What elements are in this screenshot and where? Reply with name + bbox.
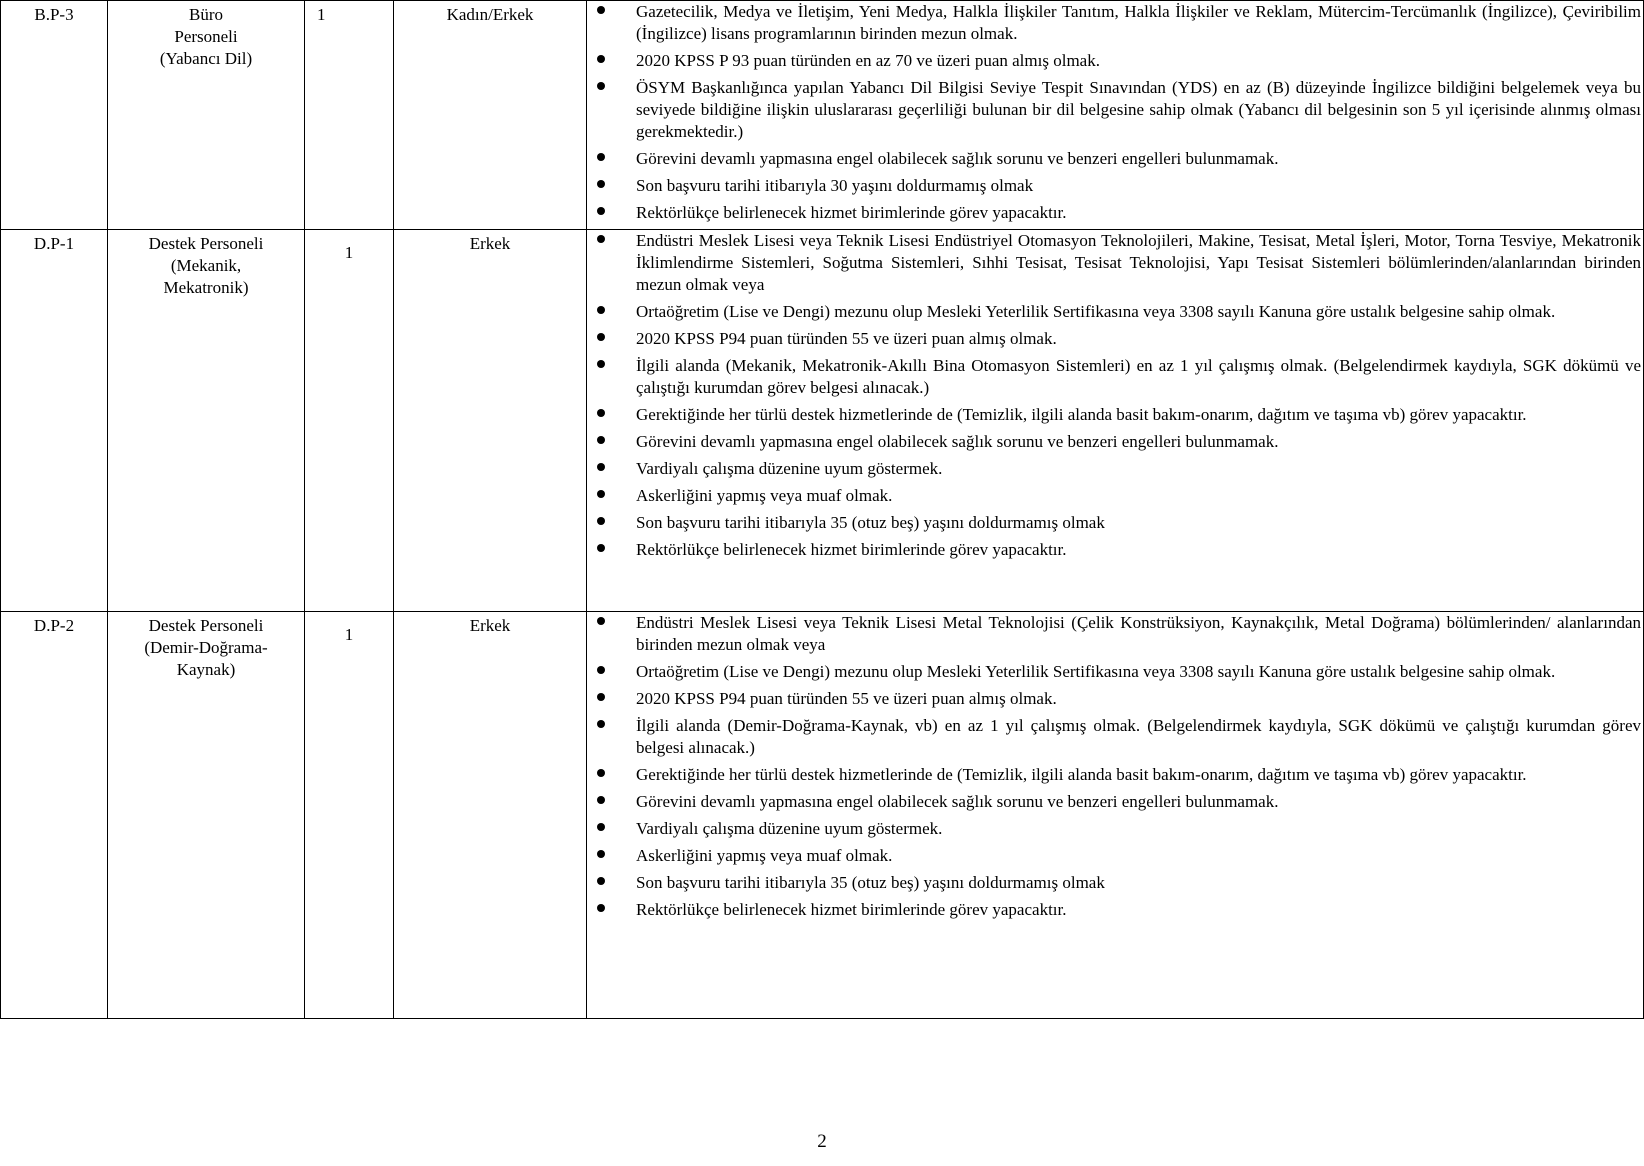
bullet-icon <box>597 544 605 552</box>
position-title-line: Mekatronik) <box>163 278 249 297</box>
list-item <box>587 230 1641 296</box>
list-item <box>587 764 1641 786</box>
list-item <box>587 202 1641 224</box>
bullet-icon <box>597 333 605 341</box>
bullet-icon <box>597 235 605 243</box>
position-title-line: Destek Personeli <box>148 234 264 253</box>
requirement-text: 2020 KPSS P 93 puan türünden en az 70 ve üzeri puan almış olmak. <box>636 51 1100 70</box>
list-item <box>587 431 1641 453</box>
bullet-icon <box>597 153 605 161</box>
position-title-line: Kaynak) <box>176 660 236 679</box>
table-row <box>1 230 1644 612</box>
list-item <box>587 175 1641 197</box>
list-item <box>587 1 1641 45</box>
requirement-text: Son başvuru tarihi itibarıyla 30 yaşını doldurmamış olmak <box>636 176 1034 195</box>
list-item <box>587 301 1641 323</box>
list-item <box>587 688 1641 710</box>
position-title <box>108 612 305 1019</box>
table-row <box>1 1 1644 230</box>
list-item <box>587 485 1641 507</box>
position-count: 1 <box>305 612 394 1019</box>
requirement-text: Son başvuru tarihi itibarıyla 35 (otuz beş) yaşını doldurmamış olmak <box>636 873 1105 892</box>
table-row <box>1 612 1644 1019</box>
list-item <box>587 50 1641 72</box>
position-title-line: Büro <box>189 5 223 24</box>
list-item <box>587 818 1641 840</box>
requirement-text: Gazetecilik, Medya ve İletişim, Yeni Medya, Halkla İlişkiler Tanıtım, Halkla İlişkiler ve Reklam, Mütercim-Tercümanlık (İngilizce), Çeviribilim (İngilizce) lisans programlarının birinden mezun olmak. <box>636 2 1641 43</box>
position-title-line: Destek Personeli <box>148 616 264 635</box>
requirements-cell <box>587 612 1644 1019</box>
page-number: 2 <box>817 1131 827 1152</box>
position-count: 1 <box>305 1 394 230</box>
requirement-text: Görevini devamlı yapmasına engel olabilecek sağlık sorunu ve benzeri engelleri bulunmamak. <box>636 792 1279 811</box>
list-item <box>587 404 1641 426</box>
position-title-line: (Yabancı Dil) <box>159 49 253 68</box>
bullet-icon <box>597 517 605 525</box>
bullet-icon <box>597 693 605 701</box>
list-item <box>587 512 1641 534</box>
position-title-line: (Demir-Doğrama- <box>144 638 268 657</box>
requirement-text: Endüstri Meslek Lisesi veya Teknik Lisesi Metal Teknolojisi (Çelik Konstrüksiyon, Kaynakçılık, Metal Doğrama) bölümlerinden/ alanlarından birinden mezun olmak veya <box>636 613 1641 654</box>
position-gender: Kadın/Erkek <box>394 1 587 230</box>
position-gender: Erkek <box>394 230 587 612</box>
requirement-text: Askerliğini yapmış veya muaf olmak. <box>636 846 893 865</box>
requirement-text: Görevini devamlı yapmasına engel olabilecek sağlık sorunu ve benzeri engelleri bulunmamak. <box>636 149 1279 168</box>
position-code: D.P-1 <box>1 230 108 612</box>
bullet-icon <box>597 180 605 188</box>
requirement-text: Rektörlükçe belirlenecek hizmet birimlerinde görev yapacaktır. <box>636 540 1067 559</box>
bullet-icon <box>597 207 605 215</box>
requirement-text: Son başvuru tarihi itibarıyla 35 (otuz beş) yaşını doldurmamış olmak <box>636 513 1105 532</box>
requirement-text: Ortaöğretim (Lise ve Dengi) mezunu olup Mesleki Yeterlilik Sertifikasına veya 3308 sayılı Kanuna göre ustalık belgesine sahip olmak. <box>636 302 1556 321</box>
bullet-icon <box>597 666 605 674</box>
requirement-text: Rektörlükçe belirlenecek hizmet birimlerinde görev yapacaktır. <box>636 203 1067 222</box>
requirements-cell <box>587 1 1644 230</box>
bullet-icon <box>597 436 605 444</box>
requirement-text: Askerliğini yapmış veya muaf olmak. <box>636 486 893 505</box>
list-item <box>587 872 1641 894</box>
position-gender: Erkek <box>394 612 587 1019</box>
requirement-text: Görevini devamlı yapmasına engel olabilecek sağlık sorunu ve benzeri engelleri bulunmamak. <box>636 432 1279 451</box>
bullet-icon <box>597 490 605 498</box>
bullet-icon <box>597 617 605 625</box>
position-title-line: Personeli <box>174 27 238 46</box>
requirement-text: 2020 KPSS P94 puan türünden 55 ve üzeri puan almış olmak. <box>636 689 1057 708</box>
bullet-icon <box>597 360 605 368</box>
list-item <box>587 458 1641 480</box>
bullet-icon <box>597 823 605 831</box>
requirement-text: İlgili alanda (Demir-Doğrama-Kaynak, vb) en az 1 yıl çalışmış olmak. (Belgelendirmek kaydıyla, SGK dökümü ve çalıştığı kurumdan görev belgesi alınacak.) <box>636 716 1641 757</box>
bullet-icon <box>597 409 605 417</box>
requirement-text: Ortaöğretim (Lise ve Dengi) mezunu olup Mesleki Yeterlilik Sertifikasına veya 3308 sayılı Kanuna göre ustalık belgesine sahip olmak. <box>636 662 1556 681</box>
requirement-text: İlgili alanda (Mekanik, Mekatronik-Akıllı Bina Otomasyon Sistemleri) en az 1 yıl çalışmış olmak. (Belgelendirmek kaydıyla, SGK dökümü ve çalıştığı kurumdan görev belgesi alınacak.) <box>636 356 1641 397</box>
requirement-text: Gerektiğinde her türlü destek hizmetlerinde de (Temizlik, ilgili alanda basit bakım-onarım, dağıtım ve taşıma vb) görev yapacaktır. <box>636 405 1527 424</box>
list-item <box>587 148 1641 170</box>
list-item <box>587 845 1641 867</box>
position-title <box>108 230 305 612</box>
requirement-text: 2020 KPSS P94 puan türünden 55 ve üzeri puan almış olmak. <box>636 329 1057 348</box>
list-item <box>587 539 1641 561</box>
list-item <box>587 899 1641 921</box>
position-title-line: (Mekanik, <box>170 256 242 275</box>
requirement-text: Vardiyalı çalışma düzenine uyum göstermek. <box>636 819 943 838</box>
requirement-text: Endüstri Meslek Lisesi veya Teknik Lisesi Endüstriyel Otomasyon Teknolojileri, Makine, Tesisat, Metal İşleri, Motor, Torna Tesviye, Mekatronik İklimlendirme Sistemleri, Soğutma Sistemleri, Sıhhi Tesisat, Tesisat Teknolojisi, Yapı Tesisat Sistemleri bölümlerinden/alanlarından birinden mezun olmak veya <box>636 231 1641 294</box>
requirement-text: ÖSYM Başkanlığınca yapılan Yabancı Dil Bilgisi Seviye Tespit Sınavından (YDS) en az (B) düzeyinde İngilizce bildiğini belgelemek veya bu seviyede bildiğine ilişkin uluslararası geçerliliği bulunan bir dil belgesine sahip olmak (Yabancı dil belgesinin son 5 yıl içerisinde alınmış olması gerekmektedir.) <box>636 78 1641 141</box>
requirements-cell <box>587 230 1644 612</box>
list-item <box>587 715 1641 759</box>
requirements-list <box>587 230 1641 561</box>
bullet-icon <box>597 55 605 63</box>
list-item <box>587 328 1641 350</box>
requirements-list <box>587 1 1641 224</box>
requirement-text: Gerektiğinde her türlü destek hizmetlerinde de (Temizlik, ilgili alanda basit bakım-onarım, dağıtım ve taşıma vb) görev yapacaktır. <box>636 765 1527 784</box>
bullet-icon <box>597 877 605 885</box>
position-code: B.P-3 <box>1 1 108 230</box>
position-code: D.P-2 <box>1 612 108 1019</box>
bullet-icon <box>597 463 605 471</box>
bullet-icon <box>597 850 605 858</box>
position-count: 1 <box>305 230 394 612</box>
list-item <box>587 77 1641 143</box>
list-item <box>587 355 1641 399</box>
bullet-icon <box>597 769 605 777</box>
bullet-icon <box>597 82 605 90</box>
requirement-text: Rektörlükçe belirlenecek hizmet birimlerinde görev yapacaktır. <box>636 900 1067 919</box>
bullet-icon <box>597 720 605 728</box>
list-item <box>587 612 1641 656</box>
requirements-list <box>587 612 1641 921</box>
bullet-icon <box>597 796 605 804</box>
position-title <box>108 1 305 230</box>
list-item <box>587 791 1641 813</box>
list-item <box>587 661 1641 683</box>
bullet-icon <box>597 6 605 14</box>
bullet-icon <box>597 904 605 912</box>
bullet-icon <box>597 306 605 314</box>
requirement-text: Vardiyalı çalışma düzenine uyum göstermek. <box>636 459 943 478</box>
